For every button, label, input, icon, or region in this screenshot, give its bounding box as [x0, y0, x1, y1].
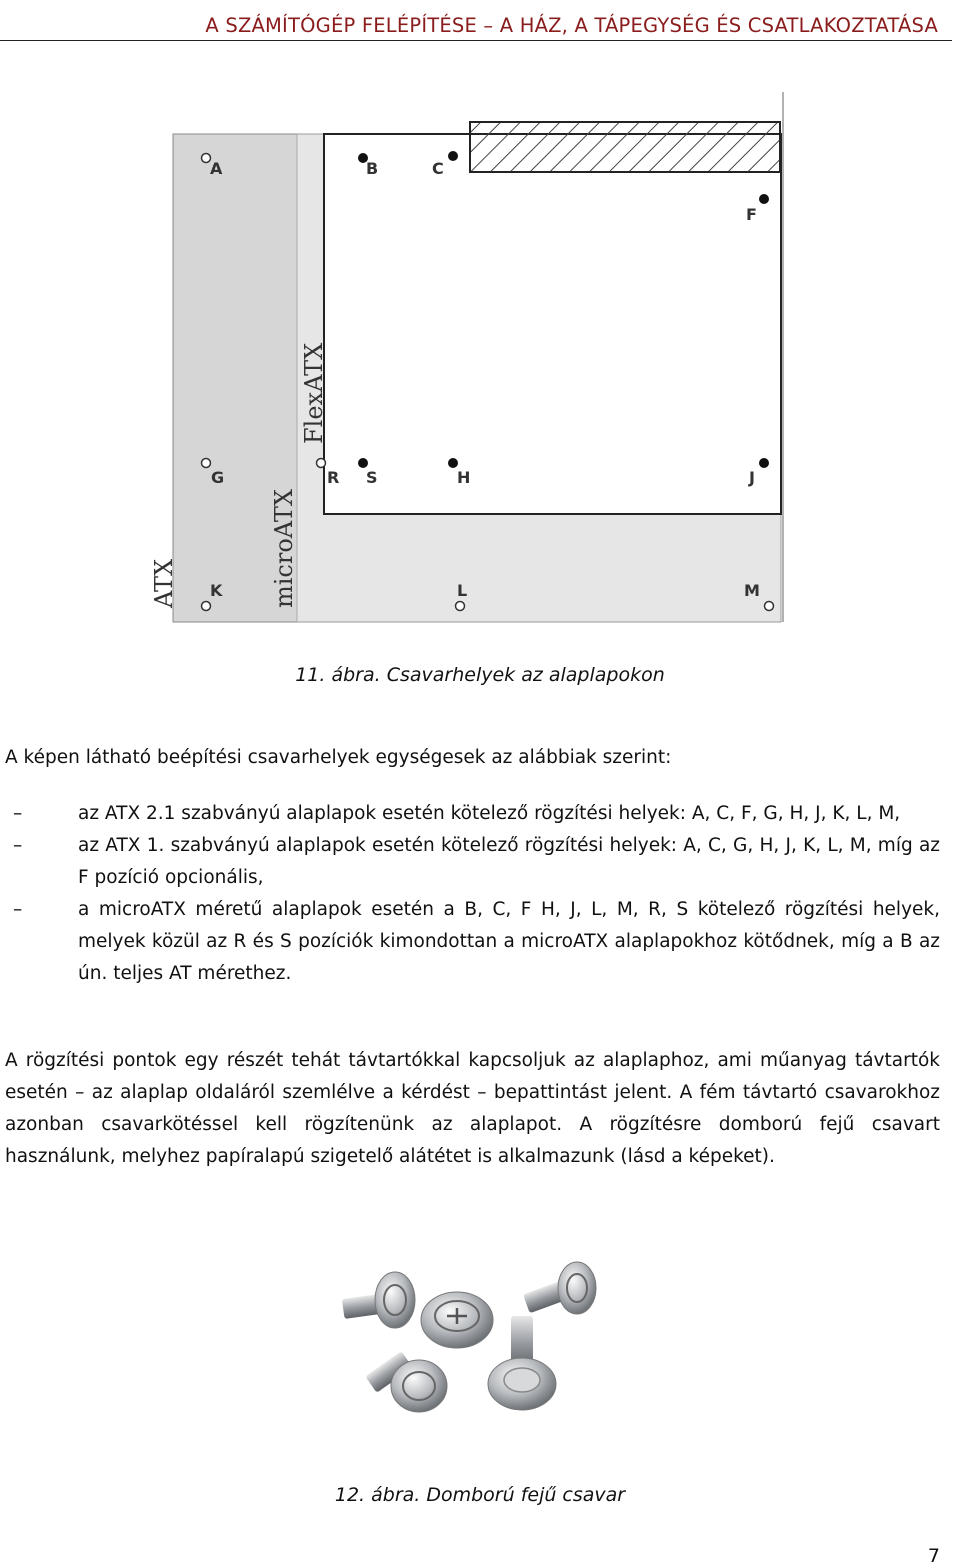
label-r: R [327, 468, 340, 487]
label-l: L [457, 581, 468, 600]
header-title: A SZÁMÍTÓGÉP FELÉPÍTÉSE – A HÁZ, A TÁPEGYSÉG ÉS CSATLAKOZTATÁSA [205, 14, 938, 37]
screw-hole-k [202, 602, 211, 611]
list-item-text: az ATX 2.1 szabványú alaplapok esetén kötelező rögzítési helyek: A, C, F, G, H, J, K, L, M, [78, 803, 901, 824]
flexatx-area [324, 134, 781, 514]
label-atx: ATX [150, 558, 178, 608]
label-j: J [749, 468, 755, 487]
body-paragraph: A rögzítési pontok egy részét tehát távtartókkal kapcsoljuk az alaplaphoz, ami műanyag távtartók esetén – az alaplap oldaláról szemlélve a kérdést – bepattintást jelent. A fém távtartó csavarokhoz azonban csavarkötéssel kell rögzítenünk az alaplapot. A rögzítésre domború fejű csavart használunk, melyhez papíralapú szigetelő alátétet is alkalmazunk (lásd a képeket). [5, 1050, 940, 1167]
list-bullet: – [13, 835, 23, 856]
label-s: S [366, 468, 378, 487]
figure-screw-positions [140, 86, 790, 626]
screw-hole-f [759, 194, 769, 204]
label-a: A [210, 159, 223, 178]
intro-text: A képen látható beépítési csavarhelyek egységesek az alábbiak szerint: [5, 747, 672, 768]
label-flexatx: FlexATX [300, 342, 328, 444]
label-c: C [432, 159, 444, 178]
label-b: B [366, 159, 379, 178]
label-m: M [744, 581, 760, 600]
screw-hole-l [456, 602, 465, 611]
label-f: F [746, 205, 757, 224]
screw-2 [421, 1292, 493, 1348]
screws-illustration [325, 1258, 617, 1464]
list-bullet: – [13, 899, 23, 920]
figure-screws-photo [325, 1258, 617, 1464]
page-header [0, 0, 952, 41]
list-item-text: a microATX méretű alaplapok esetén a B, C, F H, J, L, M, R, S kötelező rögzítési helyek, melyek közül az R és S pozíciók kimondottan a microATX alaplapokhoz kötődnek, míg a B az ún. teljes AT mérethez. [78, 899, 940, 984]
io-shield-area [470, 122, 780, 172]
screw-hole-j [759, 458, 769, 468]
label-h: H [457, 468, 471, 487]
figure-11-caption: 11. ábra. Csavarhelyek az alaplapokon [295, 664, 665, 686]
screw-hole-c [448, 151, 458, 161]
screw-hole-s [358, 458, 368, 468]
requirements-list [5, 798, 940, 990]
screw-hole-m [765, 602, 774, 611]
label-microatx: microATX [270, 489, 298, 608]
screw-hole-r [317, 459, 326, 468]
list-item [5, 830, 940, 894]
list-bullet: – [13, 803, 23, 824]
list-item [5, 798, 940, 830]
page-number: 7 [927, 1545, 940, 1567]
screw-hole-h [448, 458, 458, 468]
list-item [5, 894, 940, 990]
screw-diagram [140, 86, 790, 626]
label-g: G [211, 468, 225, 487]
list-item-text: az ATX 1. szabványú alaplapok esetén kötelező rögzítési helyek: A, C, G, H, J, K, L, M, míg az F pozíció opcionális, [78, 835, 940, 888]
figure-12-caption: 12. ábra. Domború fejű csavar [334, 1484, 626, 1506]
screw-hole-g [202, 459, 211, 468]
label-k: K [210, 581, 223, 600]
